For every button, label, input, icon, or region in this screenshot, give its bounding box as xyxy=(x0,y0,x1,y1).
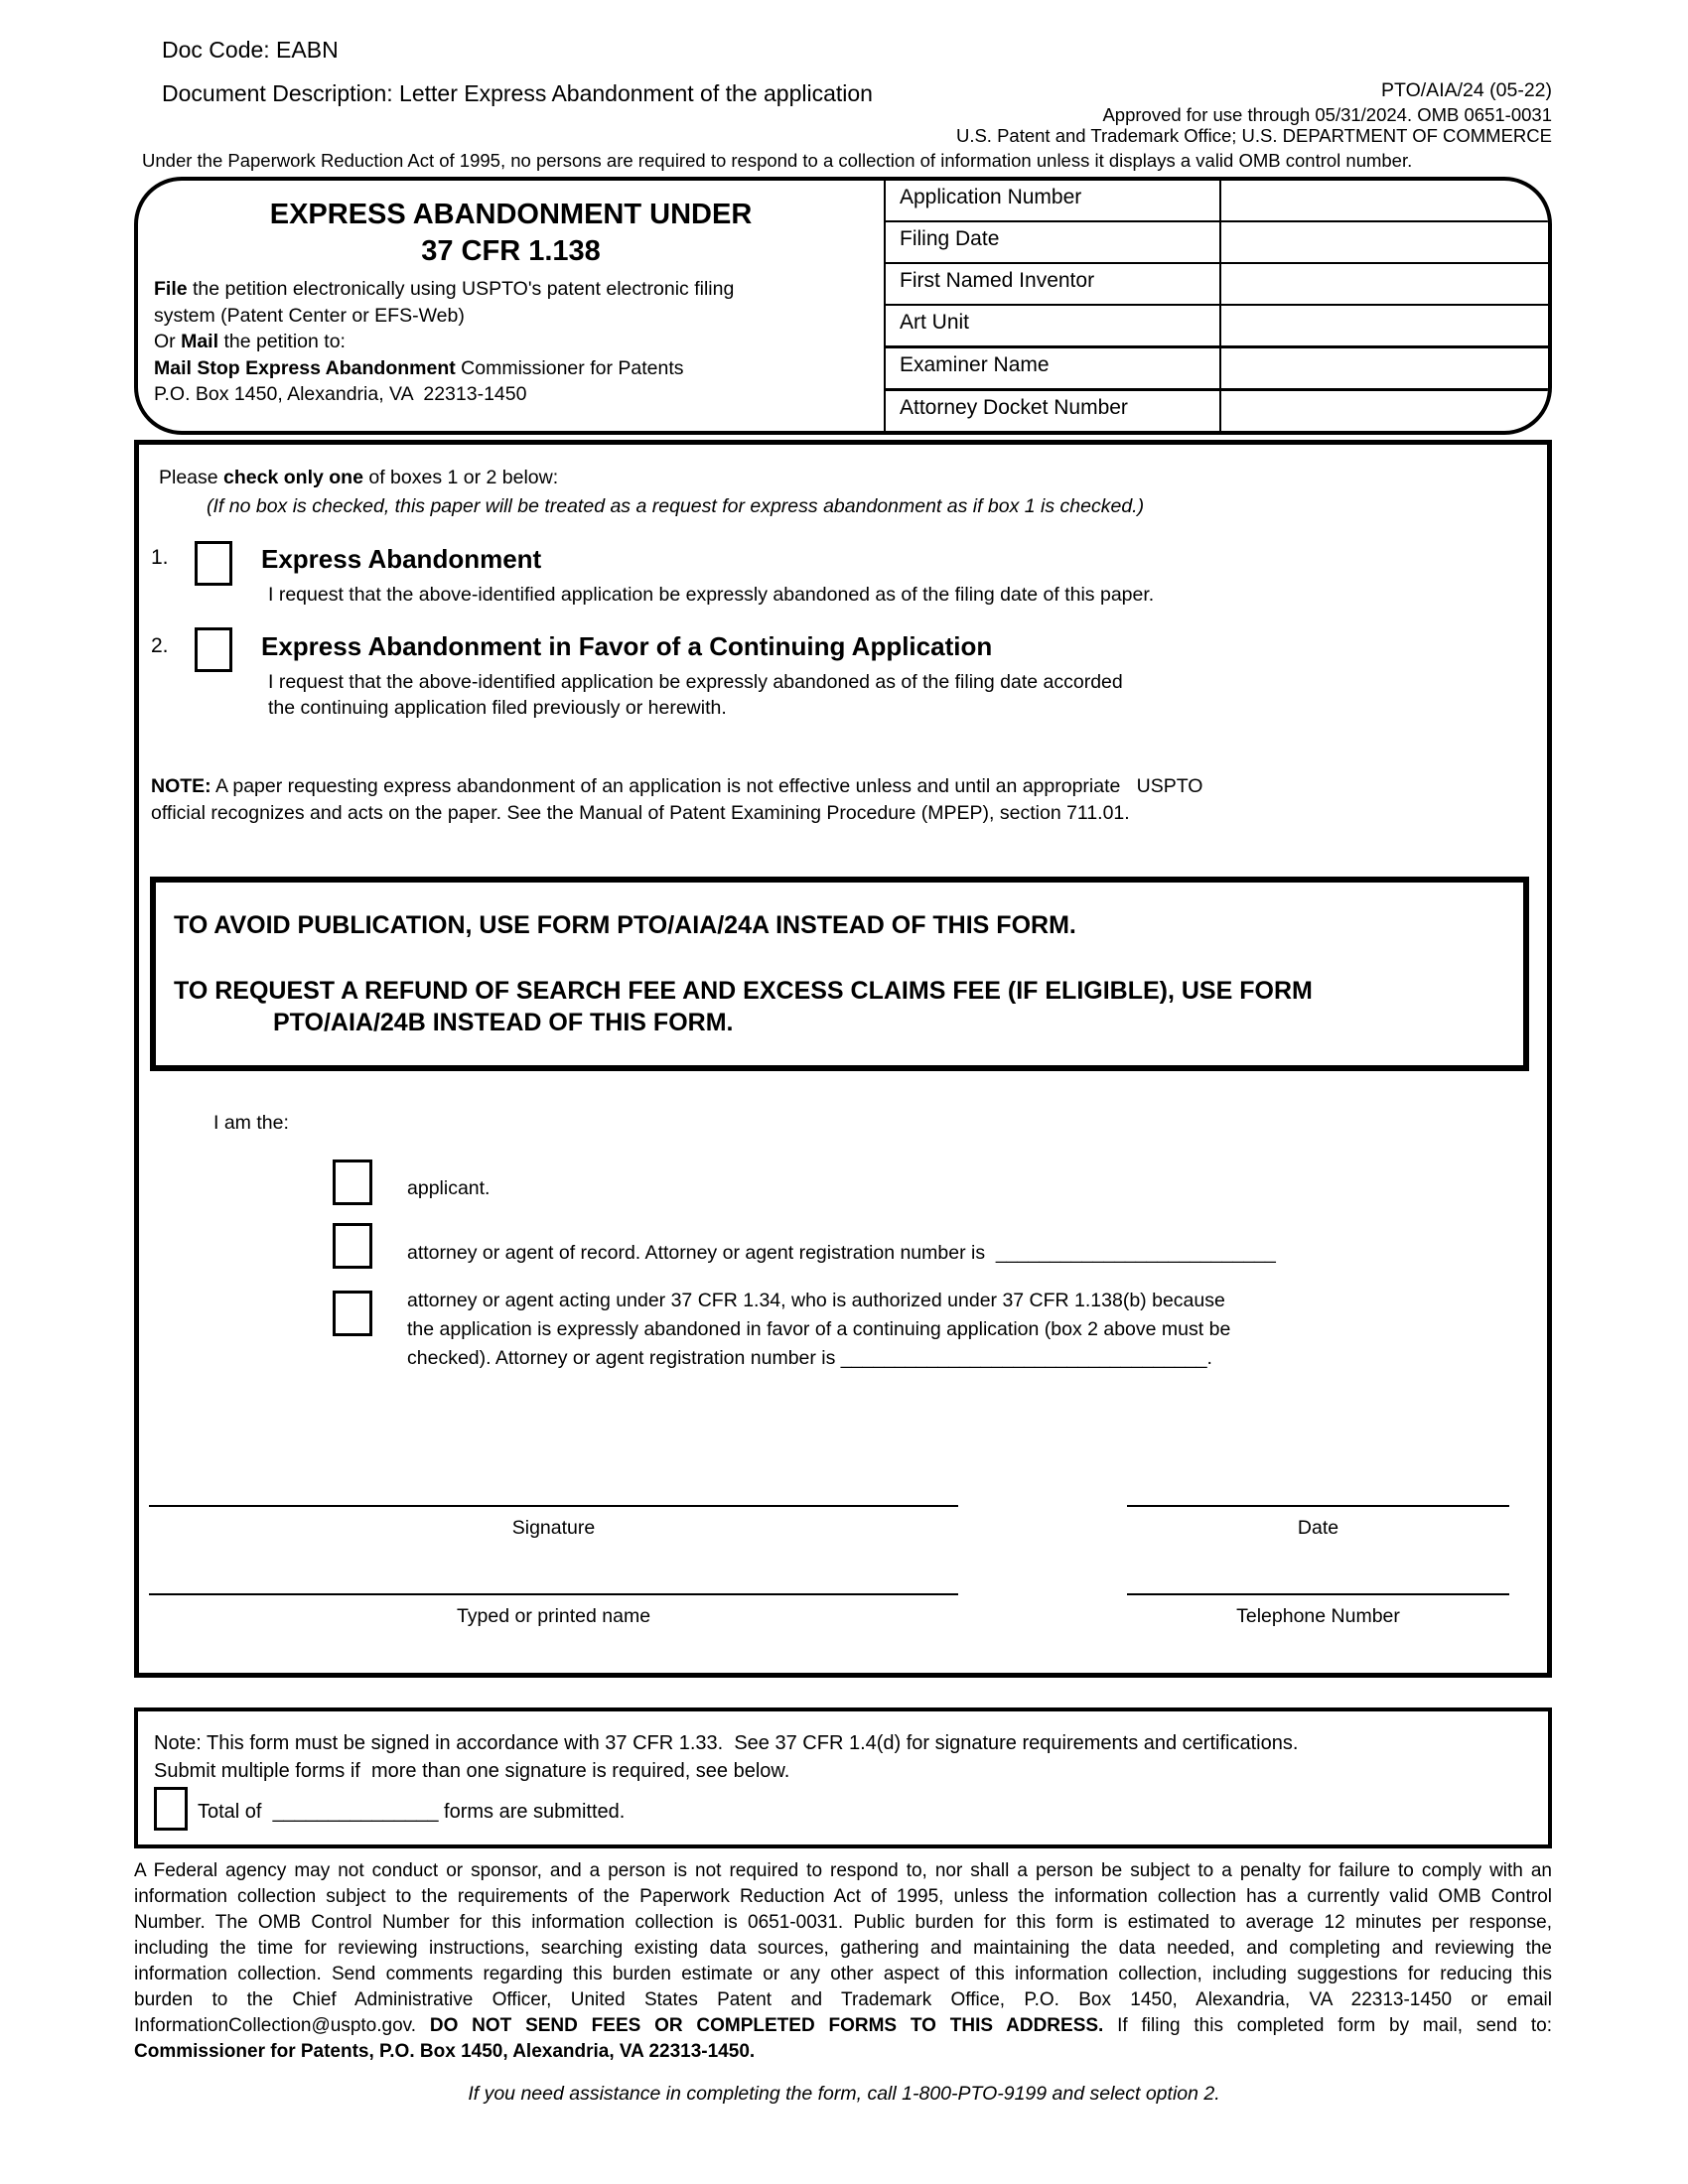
table-row xyxy=(886,222,1548,264)
note-line1: NOTE: A paper requesting express abandonment of an application is not effective unless and until an appropriate USPTO xyxy=(151,775,1203,797)
attorney-docket-number-field[interactable] xyxy=(1221,391,1548,431)
doc-description: Document Description: Letter Express Abandonment of the application xyxy=(162,80,873,106)
fine-print-line5: information collection. Send comments regarding this burden estimate or any other aspect of this information collection, including suggestions for reducing this xyxy=(134,1964,1552,1984)
fine-print-line4: including the time for reviewing instructions, searching existing data sources, gathering and maintaining the data needed, and completing and reviewing the xyxy=(134,1938,1552,1959)
first-named-inventor-label: First Named Inventor xyxy=(886,264,1221,304)
fine-print-line8: Commissioner for Patents, P.O. Box 1450, Alexandria, VA 22313-1450. xyxy=(134,2041,756,2062)
doc-code: Doc Code: EABN xyxy=(162,37,339,63)
signature-label: Signature xyxy=(511,1517,596,1539)
typed-name-label: Typed or printed name xyxy=(456,1605,651,1627)
attorney-of-record-label: attorney or agent of record. Attorney or agent registration number is __________________________ xyxy=(407,1242,1276,1264)
paperwork-notice: Under the Paperwork Reduction Act of 1995, no persons are required to respond to a collection of information unless it displays a valid OMB control number. xyxy=(142,150,1413,171)
warning-line3: PTO/AIA/24B INSTEAD OF THIS FORM. xyxy=(273,1009,734,1036)
application-number-field[interactable] xyxy=(1221,181,1548,220)
applicant-label: applicant. xyxy=(407,1177,491,1199)
application-number-label: Application Number xyxy=(886,181,1221,220)
attorney-137cfr134-line3: checked). Attorney or agent registration number is __________________________________. xyxy=(407,1347,1212,1369)
i-am-the-heading: I am the: xyxy=(213,1112,289,1134)
table-row xyxy=(886,391,1548,431)
option-1-number: 1. xyxy=(151,546,169,569)
filing-date-label: Filing Date xyxy=(886,222,1221,262)
fine-print-line2: information collection subject to the requirements of the Paperwork Reduction Act of 1995, unless the information collection has a currently valid OMB Control xyxy=(134,1886,1552,1907)
art-unit-field[interactable] xyxy=(1221,306,1548,345)
no-box-note: (If no box is checked, this paper will be treated as a request for express abandonment as if box 1 is checked.) xyxy=(207,495,1145,517)
attorney-137cfr134-line2: the application is expressly abandoned in favor of a continuing application (box 2 above must be xyxy=(407,1318,1231,1340)
attorney-137cfr134-line1: attorney or agent acting under 37 CFR 1.34, who is authorized under 37 CFR 1.138(b) because xyxy=(407,1290,1225,1311)
option-2-description-line1: I request that the above-identified application be expressly abandoned as of the filing date accorded xyxy=(268,671,1123,693)
bibliographic-table xyxy=(884,181,1548,431)
form-title-line1: EXPRESS ABANDONMENT UNDER xyxy=(269,199,753,230)
telephone-label: Telephone Number xyxy=(1236,1605,1400,1627)
typed-name-field[interactable] xyxy=(149,1593,958,1595)
fine-print-line1: A Federal agency may not conduct or sponsor, and a person is not required to respond to, nor shall a person be subject to a penalty for failure to comply with an xyxy=(134,1860,1552,1881)
filing-address: P.O. Box 1450, Alexandria, VA 22313-1450 xyxy=(154,383,527,405)
filing-instructions-line1: File the petition electronically using USPTO's patent electronic filing xyxy=(154,278,735,300)
multiple-forms-line1: Note: This form must be signed in accordance with 37 CFR 1.33. See 37 CFR 1.4(d) for signature requirements and certifications. xyxy=(154,1732,1299,1754)
attorney-docket-number-label: Attorney Docket Number xyxy=(886,391,1221,431)
filing-instructions-line3: Or Mail the petition to: xyxy=(154,331,346,352)
applicant-checkbox[interactable] xyxy=(333,1160,372,1205)
agency-line: U.S. Patent and Trademark Office; U.S. DEPARTMENT OF COMMERCE xyxy=(955,125,1552,146)
total-forms-checkbox[interactable] xyxy=(154,1787,188,1831)
filing-instructions xyxy=(154,276,879,408)
examiner-name-field[interactable] xyxy=(1221,348,1548,388)
table-row xyxy=(886,181,1548,222)
table-row xyxy=(886,306,1548,348)
examiner-name-label: Examiner Name xyxy=(886,348,1221,388)
option-1-checkbox[interactable] xyxy=(195,541,232,586)
option-2-title: Express Abandonment in Favor of a Continuing Application xyxy=(261,631,993,661)
total-forms-blank-field[interactable]: _______________ xyxy=(272,1801,439,1823)
filing-instructions-line4: Mail Stop Express Abandonment Commissioner for Patents xyxy=(154,356,684,379)
note-line2: official recognizes and acts on the paper. See the Manual of Patent Examining Procedure (MPEP), section 711.01. xyxy=(151,802,1130,824)
title-box xyxy=(134,177,1552,435)
form-title-line2: 37 CFR 1.138 xyxy=(421,235,601,267)
warning-box xyxy=(150,877,1529,1071)
filing-date-field[interactable] xyxy=(1221,222,1548,262)
assistance-line: If you need assistance in completing the form, call 1-800-PTO-9199 and select option 2. xyxy=(468,2083,1220,2105)
option-1-title: Express Abandonment xyxy=(261,544,542,574)
warning-line2: TO REQUEST A REFUND OF SEARCH FEE AND EXCESS CLAIMS FEE (IF ELIGIBLE), USE FORM xyxy=(174,977,1313,1005)
art-unit-label: Art Unit xyxy=(886,306,1221,345)
multiple-forms-box xyxy=(134,1707,1552,1848)
table-row xyxy=(886,348,1548,391)
option-2-checkbox[interactable] xyxy=(195,627,232,672)
check-one-instruction: Please check only one of boxes 1 or 2 below: xyxy=(159,467,559,488)
multiple-forms-line2: Submit multiple forms if more than one signature is required, see below. xyxy=(154,1760,790,1782)
fine-print-line6: burden to the Chief Administrative Officer, United States Patent and Trademark Office, P.O. Box 1450, Alexandria, VA 22313-1450 or email xyxy=(134,1989,1552,2010)
total-forms-line: Total of _______________ forms are submitted. xyxy=(198,1801,626,1823)
attorney-137cfr134-checkbox[interactable] xyxy=(333,1291,372,1336)
fine-print-line3: Number. The OMB Control Number for this information collection is 0651-0031. Public burden for this form is estimated to average 12 minutes per response, xyxy=(134,1912,1552,1933)
form-number: PTO/AIA/24 (05-22) xyxy=(1381,79,1552,101)
date-label: Date xyxy=(1297,1517,1339,1539)
first-named-inventor-field[interactable] xyxy=(1221,264,1548,304)
fine-print-line7: InformationCollection@uspto.gov. DO NOT SEND FEES OR COMPLETED FORMS TO THIS ADDRESS. If filing this completed form by mail, send to: xyxy=(134,2015,1552,2036)
attorney-of-record-checkbox[interactable] xyxy=(333,1223,372,1269)
option-1-description: I request that the above-identified application be expressly abandoned as of the filing date of this paper. xyxy=(268,584,1155,606)
table-row xyxy=(886,264,1548,306)
warning-line1: TO AVOID PUBLICATION, USE FORM PTO/AIA/24A INSTEAD OF THIS FORM. xyxy=(174,911,1076,939)
option-2-number: 2. xyxy=(151,634,169,657)
approved-line: Approved for use through 05/31/2024. OMB 0651-0031 xyxy=(1102,104,1552,125)
signature-field[interactable] xyxy=(149,1505,958,1507)
telephone-field[interactable] xyxy=(1127,1593,1509,1595)
form-title xyxy=(138,197,884,270)
option-2-description-line2: the continuing application filed previously or herewith. xyxy=(268,697,727,719)
date-field[interactable] xyxy=(1127,1505,1509,1507)
filing-instructions-line2: system (Patent Center or EFS-Web) xyxy=(154,304,465,327)
